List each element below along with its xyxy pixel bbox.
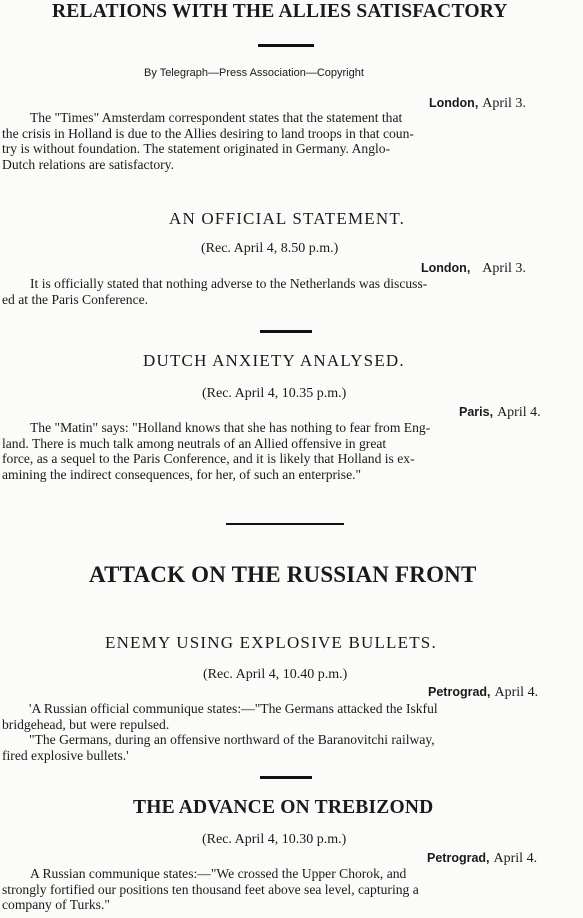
separator-rule <box>260 776 312 779</box>
dateline-date: April 3. <box>482 96 526 111</box>
article-body-russian-front <box>2 701 438 763</box>
section-divider <box>226 523 344 525</box>
body-line: the crisis in Holland is due to the Allies desiring to land troops in that coun- <box>2 125 414 141</box>
credit-line: By Telegraph—Press Association—Copyright <box>144 67 364 79</box>
body-line: ed at the Paris Conference. <box>2 291 149 307</box>
dateline-place: London, <box>429 96 479 110</box>
headline-relations: RELATIONS WITH THE ALLIES SATISFACTORY <box>52 1 508 22</box>
dateline-date: April 4. <box>497 405 541 420</box>
separator-rule <box>258 44 314 47</box>
body-line: try is without foundation. The statement originated in Germany. Anglo- <box>2 141 391 156</box>
body-line: 'A Russian official communique states:—"The Germans attacked the Iskful <box>29 701 438 716</box>
body-line: land. There is much talk among neutrals of an Allied offensive in great <box>2 435 387 451</box>
article-body-dutch-anxiety <box>2 420 430 482</box>
body-line: fired explosive bullets.' <box>2 747 129 763</box>
received-time: (Rec. April 4, 10.35 p.m.) <box>202 386 347 401</box>
dateline-place: Petrograd, <box>428 685 491 699</box>
separator-rule <box>260 330 312 333</box>
dateline-place: London, <box>421 261 471 275</box>
body-line: The "Matin" says: "Holland knows that she has nothing to fear from Eng- <box>30 420 431 435</box>
dateline <box>428 683 538 701</box>
dateline-place: Paris, <box>459 405 494 419</box>
body-line: strongly fortified our positions ten thousand feet above sea level, capturing a <box>2 881 419 897</box>
headline-official-statement: AN OFFICIAL STATEMENT. <box>169 209 406 228</box>
dateline <box>421 259 526 277</box>
headline-dutch-anxiety: DUTCH ANXIETY ANALYSED. <box>143 351 405 370</box>
dateline-place: Petrograd, <box>427 851 490 865</box>
body-line: The "Times" Amsterdam correspondent states that the statement that <box>30 110 403 125</box>
dateline <box>459 403 541 421</box>
dateline <box>427 849 537 867</box>
article-body-relations <box>2 110 414 172</box>
headline-trebizond: THE ADVANCE ON TREBIZOND <box>133 797 434 818</box>
body-line: company of Turks." <box>2 897 110 912</box>
dateline-date: April 3. <box>482 261 526 276</box>
dateline <box>429 94 526 112</box>
body-line: force, as a sequel to the Paris Conference, and it is likely that Holland is ex- <box>2 451 415 466</box>
body-line: bridgehead, but were repulsed. <box>2 716 170 732</box>
body-line: Dutch relations are satisfactory. <box>2 156 174 172</box>
dateline-date: April 4. <box>494 685 539 700</box>
headline-russian-front: ATTACK ON THE RUSSIAN FRONT <box>89 562 477 587</box>
subheadline-explosive-bullets: ENEMY USING EXPLOSIVE BULLETS. <box>105 633 437 652</box>
body-line: It is officially stated that nothing adverse to the Netherlands was discuss- <box>30 276 428 291</box>
received-time: (Rec. April 4, 10.40 p.m.) <box>203 667 348 682</box>
body-line: amining the indirect consequences, for her, of such an enterprise." <box>2 466 362 482</box>
body-line: A Russian communique states:—"We crossed the Upper Chorok, and <box>30 866 407 881</box>
received-time: (Rec. April 4, 8.50 p.m.) <box>201 241 339 256</box>
article-body-official <box>2 276 427 307</box>
article-body-trebizond <box>2 866 419 913</box>
body-line: "The Germans, during an offensive northward of the Baranovitchi railway, <box>29 732 435 747</box>
dateline-date: April 4. <box>493 851 538 866</box>
received-time: (Rec. April 4, 10.30 p.m.) <box>202 832 347 847</box>
